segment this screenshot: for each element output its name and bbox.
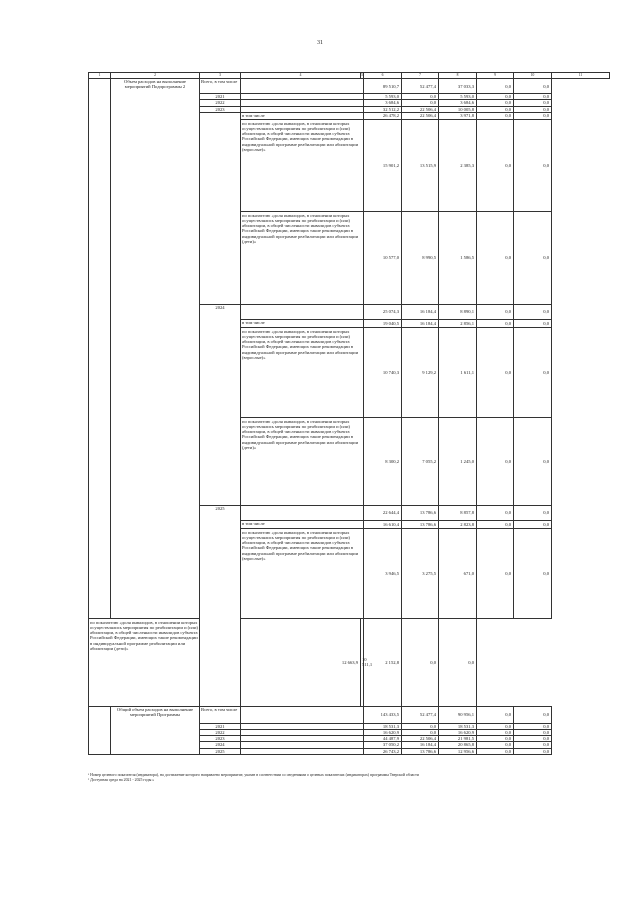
- value-cell: 0,0: [477, 100, 514, 106]
- value-cell: 0,0: [477, 748, 514, 754]
- value-cell: 20 865,8: [439, 742, 477, 748]
- value-cell: 0,0: [477, 742, 514, 748]
- value-cell: 16 184,4: [402, 742, 439, 748]
- value-cell: 15 901,2: [364, 119, 402, 211]
- value-cell: 2 152,8: [364, 618, 402, 706]
- value-cell: 0,0: [514, 100, 552, 106]
- header-cell: 7: [402, 73, 439, 79]
- value-cell: 0,0: [477, 736, 514, 742]
- total-label: Всего, в том числе: [200, 79, 241, 94]
- total-label: Всего, в том числе: [200, 706, 241, 723]
- year-cell: 2025: [200, 748, 241, 754]
- value-cell: 0,0: [514, 742, 552, 748]
- blank-cell: [241, 79, 364, 94]
- value-cell: 0,0: [514, 327, 552, 417]
- indicator-children-label: по показателю «доля инвалидов, в отношении которых осуществлялись мероприятия по реабилитации и (или) абилитации, в общей численности инвалидов субъекта Российской Федерации, имеющих такие рекомендации в индивидуальной программе реабилитации или абилитации (дети)»: [241, 417, 364, 505]
- value-cell: 0,0: [477, 730, 514, 736]
- blank-cell: [241, 505, 364, 520]
- value-cell: 2 823,8: [439, 520, 477, 528]
- header-cell: 9: [477, 73, 514, 79]
- value-cell: 10 005,8: [439, 106, 477, 112]
- year-cell: 2021: [200, 723, 241, 729]
- value-cell: 16 184,4: [402, 304, 439, 319]
- value-cell: 0,0: [514, 319, 552, 327]
- value-cell: 0,0: [514, 706, 552, 723]
- footnote-1: ¹ Номер целевого показателя (индикатора), на достижение которого направлено мероприятие, указан в соответствии со сведениями о целевых показателях (индикаторах) программы Тверской области: [88, 773, 419, 777]
- value-cell: 0,0: [514, 723, 552, 729]
- footnote-2: ² Доступная среда на 2021 - 2025 годы »: [88, 778, 155, 782]
- header-cell: 2: [111, 73, 200, 79]
- value-cell: 13 786,6: [402, 505, 439, 520]
- value-cell: 0,0: [514, 112, 552, 119]
- value-cell: 1 586,5: [439, 211, 477, 304]
- value-cell: 8 300,2: [364, 417, 402, 505]
- value-cell: 0,0: [514, 119, 552, 211]
- value-cell: 16 620,9: [439, 730, 477, 736]
- value-cell: 0,0: [402, 618, 439, 706]
- value-cell: 5 593,0: [364, 94, 402, 100]
- value-cell: 8 890,1: [439, 304, 477, 319]
- indicator-children-label: по показателю «доля инвалидов, в отношении которых осуществлялись мероприятия по реабилитации и (или) абилитации, в общей численности инвалидов субъекта Российской Федерации, имеющих такие рекомендации в индивидуальной программе реабилитации или абилитации (дети)»: [241, 211, 364, 304]
- value-cell: 0,0: [514, 520, 552, 528]
- value-cell: 0,0: [477, 319, 514, 327]
- value-cell: 18 531,3: [439, 723, 477, 729]
- value-cell: 0,0: [477, 706, 514, 723]
- value-cell: 0,0: [402, 730, 439, 736]
- value-cell: 0,0: [477, 106, 514, 112]
- year-cell: 2025: [200, 505, 241, 706]
- value-cell: 22 506,4: [402, 112, 439, 119]
- value-cell: 22 506,4: [402, 106, 439, 112]
- subtotal-label: в том числе: [241, 319, 364, 327]
- value-cell: 19 040,5: [364, 319, 402, 327]
- section-title: Общий объем расходов на выполнение мероприятий Программы: [111, 706, 200, 754]
- value-cell: 10 511,1: [361, 618, 364, 706]
- value-cell: 0,0: [477, 211, 514, 304]
- value-cell: 0,0: [514, 505, 552, 520]
- value-cell: 13 786,6: [402, 520, 439, 528]
- value-cell: 0,0: [514, 106, 552, 112]
- header-cell: 3: [200, 73, 241, 79]
- value-cell: 0,0: [477, 94, 514, 100]
- program-expenses-table: [88, 72, 583, 755]
- year-cell: 2022: [200, 730, 241, 736]
- value-cell: 22 644,4: [364, 505, 402, 520]
- value-cell: 2 856,1: [439, 319, 477, 327]
- value-cell: 0,0: [514, 304, 552, 319]
- value-cell: 10 577,0: [364, 211, 402, 304]
- subtotal-label: в том числе: [241, 520, 364, 528]
- value-cell: 90 956,1: [439, 706, 477, 723]
- value-cell: 5 593,0: [439, 94, 477, 100]
- value-cell: 0,0: [402, 723, 439, 729]
- header-cell: 5: [361, 73, 363, 77]
- value-cell: 32 512,2: [364, 106, 402, 112]
- value-cell: 3 971,8: [439, 112, 477, 119]
- value-cell: 9 129,2: [402, 327, 439, 417]
- value-cell: 16 184,4: [402, 319, 439, 327]
- value-cell: 52 477,4: [402, 79, 439, 94]
- value-cell: 0,0: [514, 417, 552, 505]
- header-cell: 1: [89, 73, 111, 79]
- value-cell: 0,0: [439, 618, 477, 706]
- value-cell: 8 990,5: [402, 211, 439, 304]
- value-cell: 22 506,4: [402, 736, 439, 742]
- value-cell: 0,0: [514, 94, 552, 100]
- subtotal-label: в том числе: [241, 112, 364, 119]
- value-cell: 0,0: [514, 528, 552, 618]
- value-cell: 13 515,9: [402, 119, 439, 211]
- value-cell: 3 275,5: [402, 528, 439, 618]
- year-cell: 2024: [200, 304, 241, 505]
- value-cell: 0,0: [477, 112, 514, 119]
- year-cell: 2021: [200, 94, 241, 100]
- value-cell: 3 684,6: [439, 100, 477, 106]
- value-cell: 10 740,3: [364, 327, 402, 417]
- blank-cell: [241, 748, 364, 754]
- header-cell: 11: [552, 73, 610, 79]
- blank-cell: [89, 79, 111, 619]
- value-cell: 26 478,2: [364, 112, 402, 119]
- value-cell: 52 477,4: [402, 706, 439, 723]
- value-cell: 0,0: [514, 730, 552, 736]
- year-cell: 2023: [200, 736, 241, 742]
- value-cell: 89 510,7: [364, 79, 402, 94]
- header-cell: 4: [241, 73, 361, 79]
- value-cell: 0,0: [402, 94, 439, 100]
- indicator-children-label: по показателю «доля инвалидов, в отношении которых осуществлялись мероприятия по реабилитации и (или) абилитации, в общей численности инвалидов субъекта Российской Федерации, имеющих такие рекомендации в индивидуальной программе реабилитации или абилитации (дети)»: [89, 618, 200, 706]
- value-cell: 37 050,2: [364, 742, 402, 748]
- value-cell: 1 611,1: [439, 327, 477, 417]
- header-cell: 6: [364, 73, 402, 79]
- value-cell: 16 620,9: [364, 730, 402, 736]
- value-cell: 0,0: [402, 100, 439, 106]
- value-cell: 44 487,9: [364, 736, 402, 742]
- table-row: [89, 79, 610, 94]
- value-cell: 0,0: [477, 520, 514, 528]
- value-cell: 1 245,0: [439, 417, 477, 505]
- header-cell: 8: [439, 73, 477, 79]
- value-cell: 8 857,8: [439, 505, 477, 520]
- value-cell: 12 663,9: [241, 618, 361, 706]
- blank-cell: [89, 706, 111, 754]
- year-cell: 2023: [200, 106, 241, 112]
- value-cell: 3 684,6: [364, 100, 402, 106]
- value-cell: 0,0: [477, 528, 514, 618]
- blank-cell: [241, 304, 364, 319]
- value-cell: 7 055,2: [402, 417, 439, 505]
- value-cell: 0,0: [477, 327, 514, 417]
- indicator-adults-label: по показателю «доля инвалидов, в отношении которых осуществлялись мероприятия по реабилитации и (или) абилитации, в общей численности инвалидов субъекта Российской Федерации, имеющих такие рекомендации в индивидуальной программе реабилитации или абилитации (взрослые)»: [241, 528, 364, 618]
- value-cell: 12 956,6: [439, 748, 477, 754]
- header-cell: 10: [514, 73, 552, 79]
- value-cell: 0,0: [514, 748, 552, 754]
- value-cell: 18 531,3: [364, 723, 402, 729]
- indicator-adults-label: по показателю «доля инвалидов, в отношении которых осуществлялись мероприятия по реабилитации и (или) абилитации, в общей численности инвалидов субъекта Российской Федерации, имеющих такие рекомендации в индивидуальной программе реабилитации или абилитации (взрослые)»: [241, 327, 364, 417]
- value-cell: 0,0: [477, 119, 514, 211]
- year-cell: 2024: [200, 742, 241, 748]
- value-cell: 37 033,3: [439, 79, 477, 94]
- value-cell: 0,0: [514, 211, 552, 304]
- value-cell: 26 743,2: [364, 748, 402, 754]
- value-cell: 2 385,3: [439, 119, 477, 211]
- blank-cell: [241, 706, 364, 723]
- value-cell: 0,0: [477, 79, 514, 94]
- value-cell: 25 074,3: [364, 304, 402, 319]
- page-number: 31: [317, 40, 323, 46]
- value-cell: 0,0: [477, 723, 514, 729]
- table-row: [89, 706, 610, 723]
- footnotes: [88, 773, 568, 783]
- value-cell: 13 786,6: [402, 748, 439, 754]
- blank-cell: [200, 112, 241, 304]
- value-cell: 0,0: [477, 417, 514, 505]
- value-cell: 0,0: [477, 304, 514, 319]
- value-cell: 21 981,5: [439, 736, 477, 742]
- value-cell: 143 433,5: [364, 706, 402, 723]
- value-cell: 671,0: [439, 528, 477, 618]
- indicator-adults-label: по показателю «доля инвалидов, в отношении которых осуществлялись мероприятия по реабилитации и (или) абилитации, в общей численности инвалидов субъекта Российской Федерации, имеющих такие рекомендации в индивидуальной программе реабилитации или абилитации (взрослые)»: [241, 119, 364, 211]
- section-title: Объем расходов на выполнение мероприятий Подпрограммы 2: [111, 79, 200, 619]
- table-row: [89, 618, 610, 706]
- value-cell: 0,0: [514, 736, 552, 742]
- value-cell: 0,0: [477, 505, 514, 520]
- value-cell: 3 946,5: [364, 528, 402, 618]
- value-cell: 16 610,4: [364, 520, 402, 528]
- value-cell: 0,0: [514, 79, 552, 94]
- year-cell: 2022: [200, 100, 241, 106]
